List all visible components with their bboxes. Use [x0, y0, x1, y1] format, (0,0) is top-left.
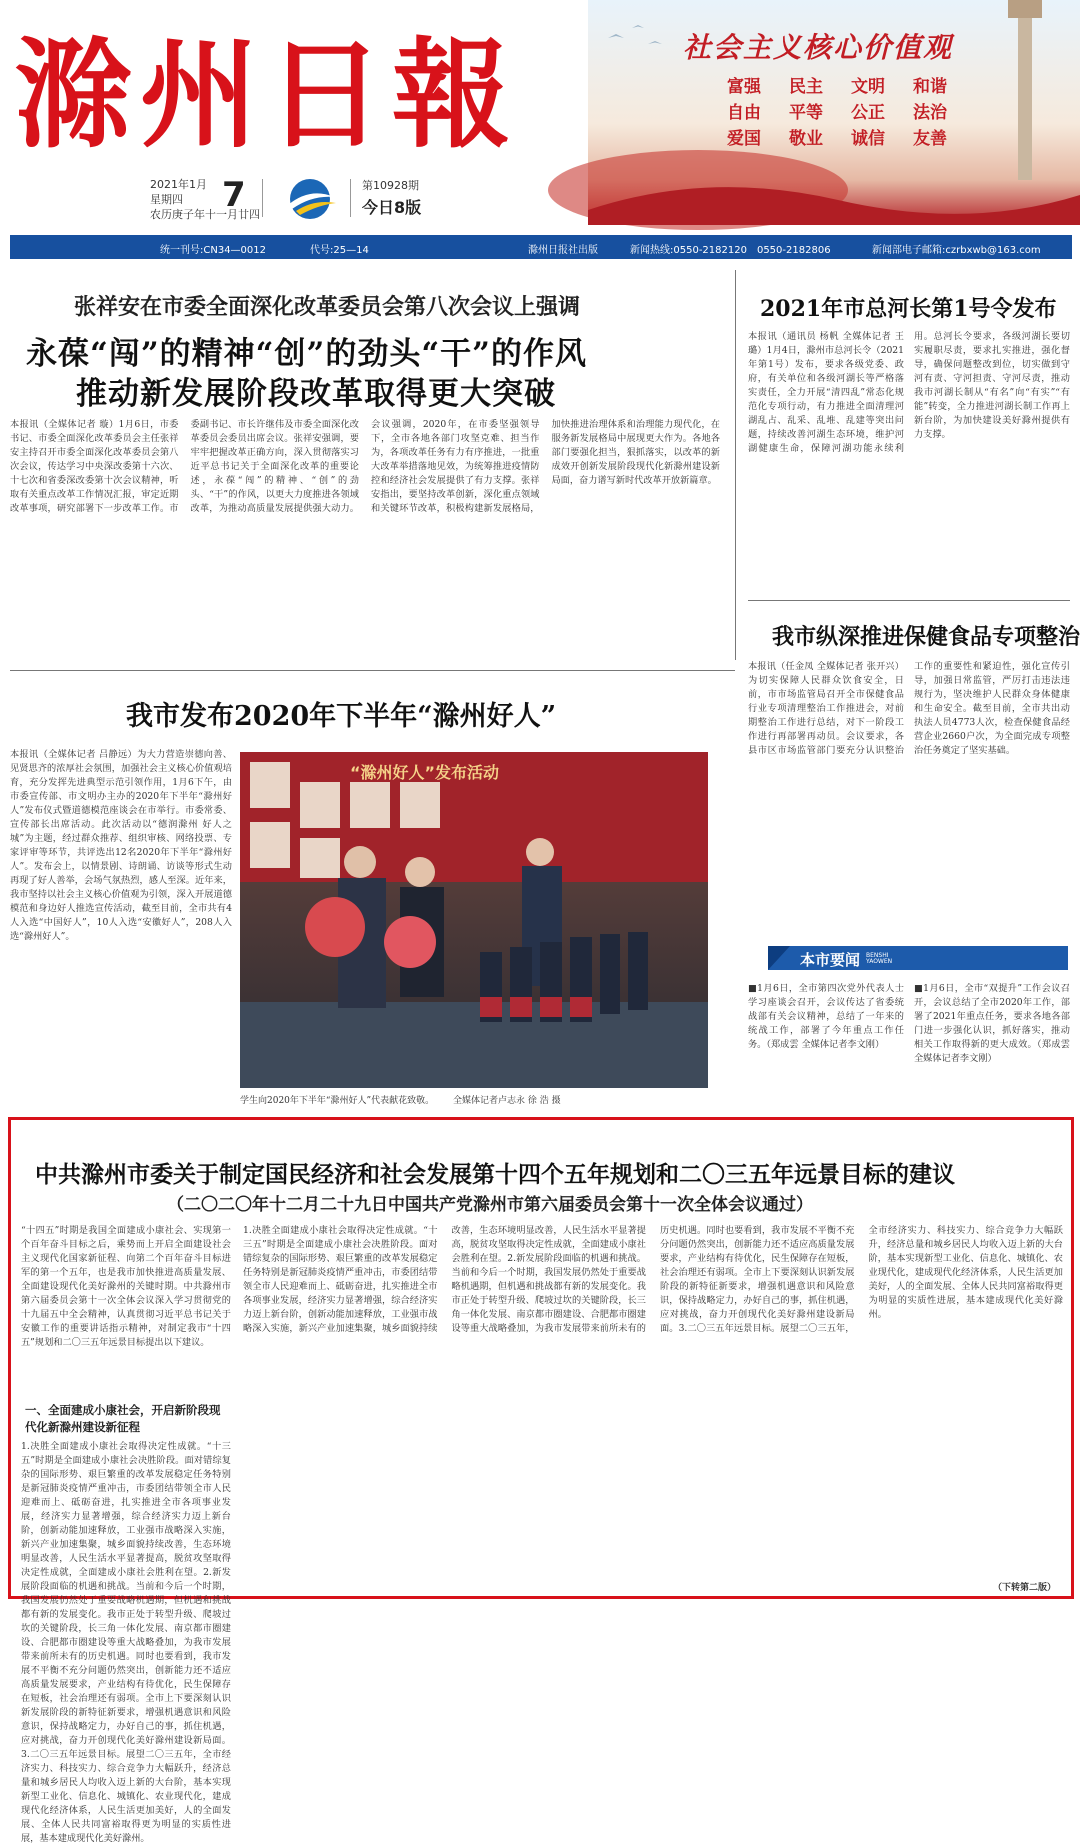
- value-item: 诚信: [851, 129, 885, 149]
- newspaper-emblem-icon: [278, 177, 342, 221]
- value-item: 友善: [913, 129, 947, 149]
- section-tag-label: 本市要闻: [800, 951, 861, 969]
- postal-code: 代号:25—14: [310, 245, 369, 256]
- article-headline: 我市发布2020年下半年“滁州好人”: [126, 701, 557, 732]
- featured-body-lead: 1.决胜全面建成小康社会取得决定性成就。“十三五”时期是全面建成小康社会决胜阶段。面对错综复杂的国际形势、艰巨繁重的改革发展稳定任务特别是新冠肺炎疫情严重冲击，市委团结带领全市人民迎难而上、砥砺奋进，扎实推进全市各项事业发展，经济实力显著增强，综合经济实力迈上新台阶，创新动能加速释放，工业强市战略深入实施，新兴产业加速集聚，城乡面貌持续改善，生态环境明显改善，人民生活水平显著提高，脱贫攻坚取得决定性成就，全面建成小康社会胜利在望。2.新发展阶段面临的机遇和挑战。当前和今后一个时期，我国发展仍然处于重要战略机遇期，但机遇和挑战都有新的发展变化。我市正处于转型升级、爬坡过坎的关键阶段，长三角一体化发展、南京都市圈建设、合肥都市圈建设等重大战略叠加，为我市发展带来前所未有的历史机遇。同时也要看到，我市发展不平衡不充分问题仍然突出，创新能力还不适应高质量发展要求，产业结构有待优化，民生保障存在短板，社会治理还有弱项。全市上下要深刻认识新发展阶段的新特征新要求，增强机遇意识和风险意识，保持战略定力，办好自己的事，抓住机遇，应对挑战，奋力开创现代化美好滁州建设新局面。3.二〇三五年远景目标。展望二〇三五年，全市经济实力、科技实力、综合竞争力大幅跃升，经济总量和城乡居民人均收入迈上新的大台阶，基本实现新型工业化、信息化、城镇化、农业现代化，建成现代化经济体系，人民生活更加美好，人的全面发展、全体人民共同富裕取得更为明显的实质性进展，基本建成现代化美好滁州。: [21, 1441, 231, 1844]
- value-item: 和谐: [913, 77, 947, 97]
- featured-article-box: [8, 1117, 1074, 1844]
- caption-text: 学生向2020年下半年“滁州好人”代表献花致敬。: [240, 1096, 435, 1106]
- section-divider: [10, 670, 735, 671]
- issue-meta: [150, 175, 570, 223]
- featured-section-heading: 一、全面建成小康社会，开启新阶段现代化新滁州建设新征程: [25, 1403, 221, 1434]
- divider: [350, 179, 351, 217]
- value-item: 法治: [913, 103, 947, 123]
- section-tag-sub: BENSHI YAOWEN: [866, 952, 893, 965]
- values-grid: [713, 78, 993, 148]
- event-photo: [240, 752, 708, 1088]
- photo-backdrop-title: “滁州好人”发布活动: [350, 763, 500, 782]
- article-kicker: 张祥安在市委全面深化改革委员会第八次会议上强调: [74, 294, 581, 320]
- info-bar: [10, 235, 1072, 259]
- value-item: 文明: [851, 77, 885, 97]
- tag-triangle: [768, 946, 790, 970]
- value-item: 敬业: [789, 129, 823, 149]
- photo-illustration: [240, 752, 708, 1088]
- featured-headline: 中共滁州市委关于制定国民经济和社会发展第十四个五年规划和二〇三五年远景目标的建议: [35, 1161, 955, 1188]
- article-body: 本报讯（任金凤 全媒体记者 张开兴）为切实保障人民群众饮食安全，日前，市市场监管局召开全市保健食品行业专项清理整治工作推进会，对前期整治工作进行总结，对下一阶段工作进行再部署再动员。会议要求，各县市区市场监管部门要充分认识整治工作的重要性和紧迫性，强化宣传引导，加强日常监管，严厉打击违法违规行为，坚决维护人民群众身体健康和生命安全。截至目前，全市共出动执法人员4773人次，检查保健食品经营企业2660户次，为全面完成专项整治任务奠定了坚实基础。: [748, 661, 1070, 756]
- newspaper-logo: 滁州日報: [14, 25, 519, 164]
- photo-caption: [240, 1093, 708, 1106]
- bird-icons: [608, 25, 662, 44]
- publisher: 滁州日报社出版: [528, 245, 598, 256]
- value-item: 富强: [727, 77, 761, 97]
- featured-subhead: （二〇二〇年十二月二十九日中国共产党滁州市第六届委员会第十一次全体会议通过）: [167, 1195, 813, 1215]
- column-divider: [735, 270, 736, 660]
- divider: [262, 179, 263, 217]
- page-count: 今日8版: [362, 198, 422, 217]
- lunar-date-line: 农历庚子年十一月廿四: [150, 208, 260, 221]
- unified-serial: 统一刊号:CN34—0012: [160, 245, 267, 256]
- value-item: 民主: [789, 77, 823, 97]
- article-body: 本报讯（通讯员 杨帆 全媒体记者 王璐）1月4日，滁州市总河长令（2021年第1号）发布，要求各级党委、政府，有关单位和各级河湖长等严格落实责任，全力开展“清四乱”常态化规范化专项行动，有力推进全面清理河湖乱占、乱采、乱堆、乱建等突出问题，持续改善河湖生态环境，维护河湖健康生命，保障河湖功能永续利用。总河长令要求，各级河湖长要切实履职尽责，要求扎实推进，强化督导，确保问题整改到位，切实做到守河有责、守河担责、守河尽责，推动我市河湖长制从“有名”向“有实”“有能”转变，全力推进河湖长制工作再上新台阶，为加快建设美好滁州提供有力支撑。: [748, 331, 1070, 454]
- weekday-line: 星期四: [150, 193, 183, 206]
- photo-credit: 全媒体记者卢志永 徐 浩 摄: [452, 1096, 561, 1106]
- value-item: 爱国: [727, 129, 761, 149]
- featured-body: 1.决胜全面建成小康社会取得决定性成就。“十三五”时期是全面建成小康社会决胜阶段。面对错综复杂的国际形势、艰巨繁重的改革发展稳定任务特别是新冠肺炎疫情严重冲击，市委团结带领全市人民迎难而上、砥砺奋进，扎实推进全市各项事业发展，经济实力显著增强，综合经济实力迈上新台阶，创新动能加速释放，工业强市战略深入实施，新兴产业加速集聚，城乡面貌持续改善，生态环境明显改善，人民生活水平显著提高，脱贫攻坚取得决定性成就，全面建成小康社会胜利在望。2.新发展阶段面临的机遇和挑战。当前和今后一个时期，我国发展仍然处于重要战略机遇期，但机遇和挑战都有新的发展变化。我市正处于转型升级、爬坡过坎的关键阶段，长三角一体化发展、南京都市圈建设、合肥都市圈建设等重大战略叠加，为我市发展带来前所未有的历史机遇。同时也要看到，我市发展不平衡不充分问题仍然突出，创新能力还不适应高质量发展要求，产业结构有待优化，民生保障存在短板，社会治理还有弱项。全市上下要深刻认识新发展阶段的新特征新要求，增强机遇意识和风险意识，保持战略定力，办好自己的事，抓住机遇，应对挑战，奋力开创现代化美好滁州建设新局面。3.二〇三五年远景目标。展望二〇三五年，全市经济实力、科技实力、综合竞争力大幅跃升，经济总量和城乡居民人均收入迈上新的大台阶，基本实现新型工业化、信息化、城镇化、农业现代化，建成现代化经济体系，人民生活更加美好，人的全面发展、全体人民共同富裕取得更为明显的实质性进展，基本建成现代化美好滁州。: [243, 1225, 1063, 1334]
- news-hotline: 新闻热线:0550-2182120 0550-2182806: [630, 245, 831, 256]
- continued-note: （下转第二版）: [993, 1583, 1057, 1593]
- news-brief: ■1月6日，全市“双提升”工作会议召开，会议总结了全市2020年工作，部署了2021年重点任务，要求各地各部门进一步强化认识，抓好落实，推动相关工作取得新的更大成效。（郑成雲 全媒体记者李文刚）: [914, 983, 1070, 1064]
- news-brief: ■1月6日，全市第四次党外代表人士学习座谈会召开，会议传达了省委统战部有关会议精神，总结了一年来的统战工作，部署了今年重点工作任务。（郑成雲 全媒体记者李文刚）: [748, 983, 904, 1050]
- day-number: 7: [222, 175, 246, 215]
- date-line: 2021年1月: [150, 178, 207, 191]
- featured-intro: “十四五”时期是我国全面建成小康社会、实现第一个百年奋斗目标之后，乘势而上开启全面建设社会主义现代化国家新征程、向第二个百年奋斗目标进军的第一个五年，也是我市加快推进高质量发展、全面建设现代化美好滁州的关键时期。中共滁州市第六届委员会第十一次全体会议深入学习贯彻党的十九届五中全会精神，认真贯彻习近平总书记关于安徽工作的重要讲话指示精神，对制定我市“十四五”规划和二〇三五年远景目标提出以下建议。: [21, 1225, 231, 1348]
- banner-title: 社会主义核心价值观: [683, 31, 954, 64]
- core-values-banner: [588, 0, 1080, 225]
- value-item: 平等: [789, 103, 823, 123]
- value-item: 自由: [727, 103, 761, 123]
- news-email: 新闻部电子邮箱:czrbxwb@163.com: [872, 245, 1041, 256]
- section-divider: [748, 600, 1070, 601]
- article-headline: 推动新发展阶段改革取得更大突破: [76, 376, 556, 412]
- article-headline: 永葆“闯”的精神“创”的劲头“干”的作风: [26, 336, 587, 372]
- article-headline: 我市纵深推进保健食品专项整治: [772, 624, 1080, 650]
- article-headline: 2021年市总河长第1号令发布: [760, 296, 1057, 322]
- article-body: 本报讯（全媒体记者 吕静远）为大力营造崇德向善、见贤思齐的浓厚社会氛围，加强社会主义核心价值观培育，充分发挥先进典型示范引领作用，1月6下午，由市委宣传部、市文明办主办的2020年下半年“滁州好人”发布仪式暨道德模范座谈会在市举行。市委常委、宣传部长出席活动。此次活动以“德润滁州 好人之城”为主题，经过群众推荐、组织审核、网络投票、专家评审等环节，共评选出12名2020年下半年“滁州好人”。发布会上，以情景剧、诗朗诵、访谈等形式生动再现了好人善举，会场气氛热烈，感人至深。近年来，我市坚持以社会主义核心价值观为引领，深入开展道德模范和身边好人推选宣传活动，截至目前，全市共有4人入选“中国好人”，10人入选“安徽好人”，208人入选“滁州好人”。: [10, 749, 232, 942]
- issue-number: 第10928期: [362, 179, 419, 192]
- masthead: [0, 0, 1080, 232]
- article-body: 本报讯（全媒体记者 璇）1月6日，市委书记、市委全面深化改革委员会主任张祥安主持召开市委全面深化改革委员会第八次会议，传达学习中央深改委第十六次、十七次和省委深改委第十次会议精神，听取有关重点改革工作情况汇报，审定近期改革事项，研究部署下一步改革工作。市委副书记、市长许继伟及市委全面深化改革委员会委员出席会议。张祥安强调，要牢牢把握改革正确方向，深入贯彻落实习近平总书记关于全面深化改革的重要论述，永葆“闯”的精神、“创”的劲头、“干”的作风，以更大力度推进各领域改革，为推动高质量发展提供强大动力。会议强调，2020年，在市委坚强领导下，全市各地各部门攻坚克难、担当作为，各项改革任务有力有序推进，一批重大改革举措落地见效，为统筹推进疫情防控和经济社会发展提供了有力支撑。张祥安指出，要坚持改革创新，深化重点领域和关键环节改革，积极构建新发展格局，加快推进治理体系和治理能力现代化，在服务新发展格局中展现更大作为。各地各部门要强化担当，狠抓落实，以改革的新成效开创新发展阶段现代化新滁州建设新局面，奋力谱写新时代改革开放新篇章。: [10, 419, 720, 514]
- section-tag-local-news: [768, 946, 1068, 970]
- value-item: 公正: [851, 103, 885, 123]
